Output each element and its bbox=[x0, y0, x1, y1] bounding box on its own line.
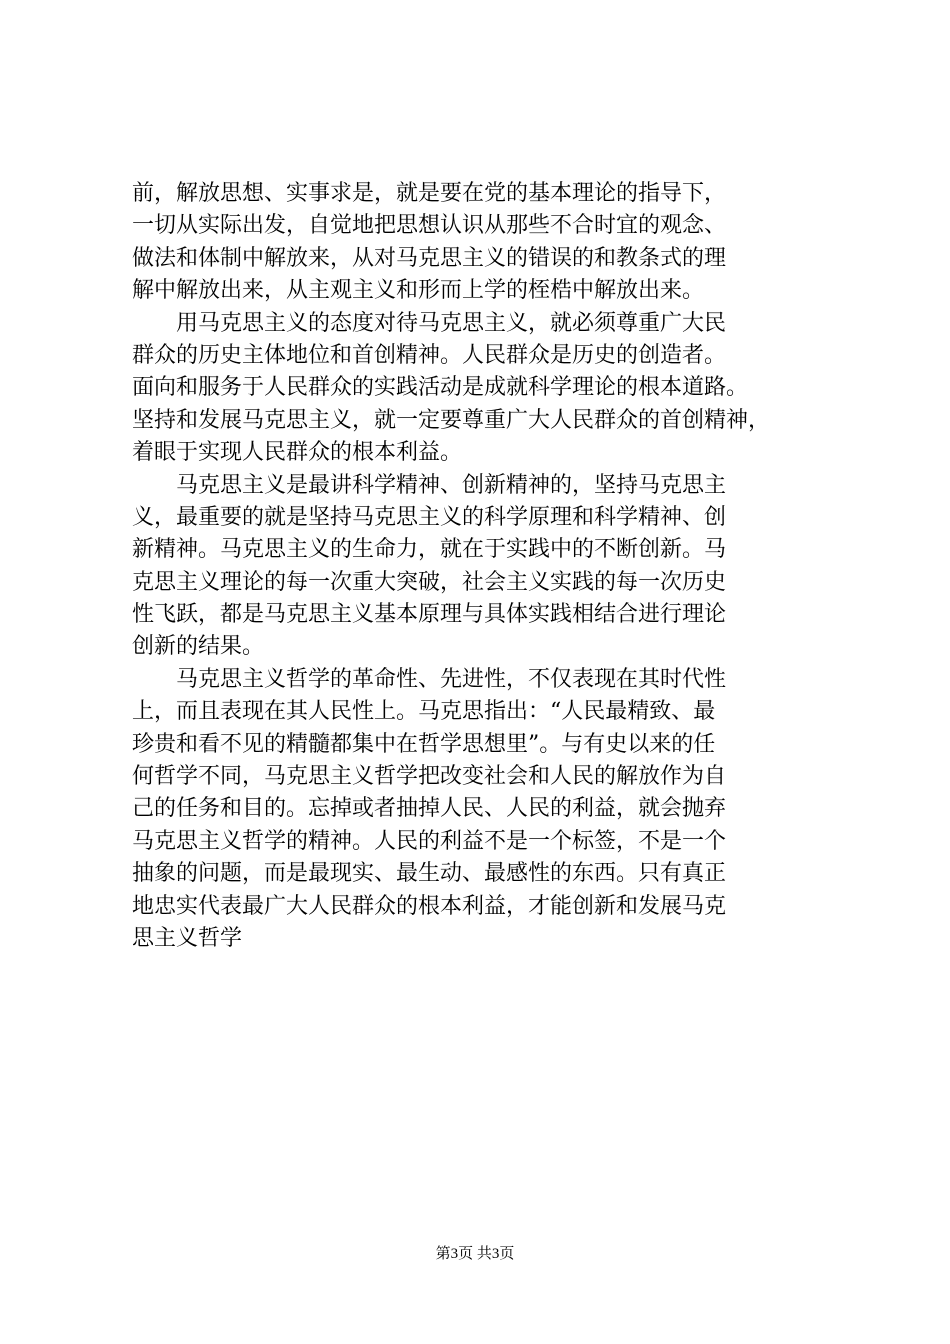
text-line: 思主义哲学 bbox=[132, 925, 243, 951]
text-line: 地忠实代表最广大人民群众的根本利益，才能创新和发展马克 bbox=[132, 893, 727, 919]
body-text bbox=[132, 178, 832, 955]
text-line: 新精神。马克思主义的生命力，就在于实践中的不断创新。马 bbox=[132, 537, 727, 563]
text-line: 一切从实际出发，自觉地把思想认识从那些不合时宜的观念、 bbox=[132, 213, 727, 239]
text-line: 义，最重要的就是坚持马克思主义的科学原理和科学精神、创 bbox=[132, 504, 727, 530]
text-line: 群众的历史主体地位和首创精神。人民群众是历史的创造者。 bbox=[132, 342, 727, 368]
text-line: 着眼于实现人民群众的根本利益。 bbox=[132, 440, 463, 466]
text-line: 何哲学不同，马克思主义哲学把改变社会和人民的解放作为自 bbox=[132, 764, 727, 790]
text-line: 己的任务和目的。忘掉或者抽掉人民、人民的利益，就会抛弃 bbox=[132, 796, 727, 822]
text-line: 抽象的问题，而是最现实、最生动、最感性的东西。只有真正 bbox=[132, 861, 727, 887]
text-line: 做法和体制中解放来，从对马克思主义的错误的和教条式的理 bbox=[132, 245, 727, 271]
text-line: 马克思主义哲学的革命性、先进性，不仅表现在其时代性 bbox=[132, 666, 727, 692]
text-line: 马克思主义哲学的精神。人民的利益不是一个标签，不是一个 bbox=[132, 828, 727, 854]
text-line: 性飞跃，都是马克思主义基本原理与具体实践相结合进行理论 bbox=[132, 602, 727, 628]
text-line: 珍贵和看不见的精髓都集中在哲学思想里”。与有史以来的任 bbox=[132, 731, 716, 757]
text-line: 前，解放思想、实事求是，就是要在党的基本理论的指导下， bbox=[132, 181, 727, 206]
page-number-footer: 第3页 共3页 bbox=[435, 1246, 515, 1262]
text-line: 面向和服务于人民群众的实践活动是成就科学理论的根本道路。 bbox=[132, 375, 749, 401]
text-line: 解中解放出来，从主观主义和形而上学的桎梏中解放出来。 bbox=[132, 278, 705, 304]
text-line: 用马克思主义的态度对待马克思主义，就必须尊重广大民 bbox=[132, 310, 727, 336]
text-line: 克思主义理论的每一次重大突破，社会主义实践的每一次历史 bbox=[132, 569, 727, 595]
text-line: 坚持和发展马克思主义，就一定要尊重广大人民群众的首创精神， bbox=[132, 407, 771, 433]
text-line: 创新的结果。 bbox=[132, 634, 265, 660]
text-line: 马克思主义是最讲科学精神、创新精神的，坚持马克思主 bbox=[132, 472, 727, 498]
text-line: 上，而且表现在其人民性上。马克思指出：“人民最精致、最 bbox=[132, 699, 716, 725]
